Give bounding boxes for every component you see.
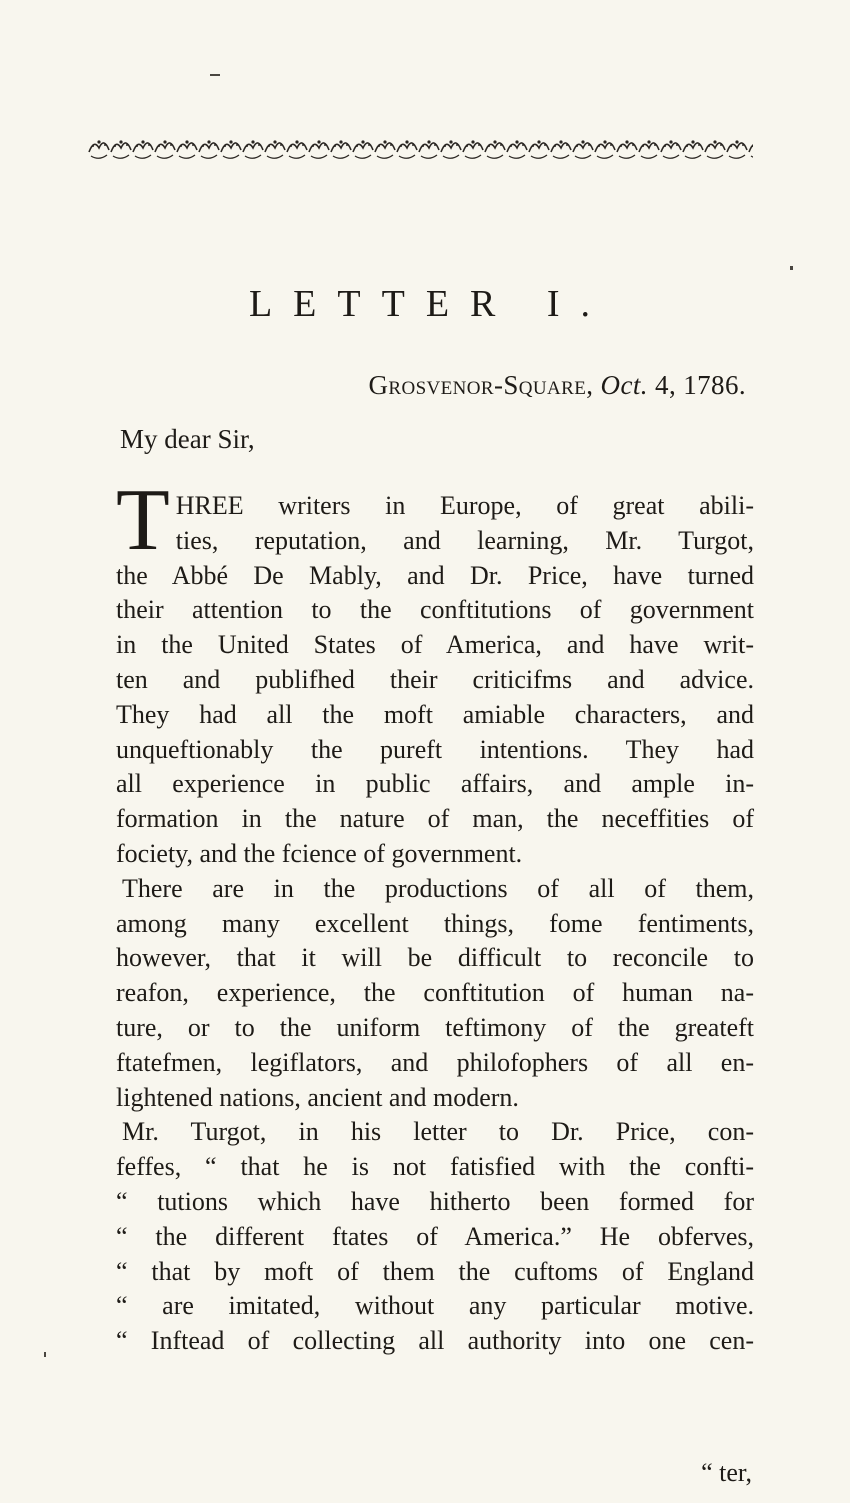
paragraph-2-line: among many excellent things, fome fentiments, <box>116 908 754 938</box>
paragraph-2-line: lightened nations, ancient and modern. <box>116 1082 519 1112</box>
paragraph-2-line: ftatefmen, legiflators, and philofophers of all en- <box>116 1047 754 1077</box>
paragraph-1-line-1: THREE writers in Europe, of great abili- <box>116 472 754 569</box>
dateline-place: Grosvenor-Square, <box>368 370 594 400</box>
paragraph-3-line: “ that by moft of them the cuftoms of England <box>116 1256 754 1286</box>
paragraph-1-line: ten and publifhed their criticifms and advice. <box>116 664 754 694</box>
paragraph-1-line: ties, reputation, and learning, Mr. Turgot, <box>175 525 754 555</box>
paragraph-2-line: There are in the productions of all of them, <box>122 873 754 903</box>
paragraph-1-line: the Abbé De Mably, and Dr. Price, have turned <box>116 560 754 590</box>
paragraph-3-line: Mr. Turgot, in his letter to Dr. Price, con- <box>122 1117 754 1147</box>
paragraph-1-line: formation in the nature of man, the neceffities of <box>116 804 754 834</box>
drop-cap: T <box>116 472 170 569</box>
letter-heading: LETTER I. <box>248 283 612 325</box>
ink-speck <box>210 74 220 76</box>
letter-body <box>116 472 754 1359</box>
paragraph-3-line: “ tutions which have hitherto been formed for <box>116 1186 754 1216</box>
ink-speck <box>44 1352 46 1357</box>
paragraph-1-line: fociety, and the fcience of government. <box>116 838 523 868</box>
decorative-ornament-border <box>88 130 753 160</box>
paragraph-2-line: reafon, experience, the conftitution of human na- <box>116 978 754 1008</box>
dateline-month: Oct. <box>600 370 648 400</box>
salutation: My dear Sir, <box>120 424 255 454</box>
catchword: “ ter, <box>701 1458 752 1487</box>
paragraph-1-line: all experience in public affairs, and ample in- <box>116 769 754 799</box>
dateline-date: 4, 1786. <box>655 370 746 400</box>
ink-speck <box>790 266 793 270</box>
paragraph-3-line: “ the different ftates of America.” He obferves, <box>116 1221 754 1251</box>
paragraph-1-line: their attention to the conftitutions of government <box>116 595 754 625</box>
paragraph-3-line: “ Inftead of collecting all authority into one cen- <box>116 1326 754 1356</box>
paragraph-1-line: They had all the moft amiable characters, and <box>116 699 754 729</box>
paragraph-3-line: feffes, “ that he is not fatisfied with the confti- <box>116 1152 754 1182</box>
paragraph-1-line: unqueftionably the pureft intentions. They had <box>116 734 754 764</box>
paragraph-2-line: ture, or to the uniform teftimony of the greateft <box>116 1012 754 1042</box>
paragraph-2-line: however, that it will be difficult to reconcile to <box>116 943 754 973</box>
paragraph-3-line: “ are imitated, without any particular motive. <box>116 1291 754 1321</box>
paragraph-1-line: in the United States of America, and have writ- <box>116 630 754 660</box>
dateline <box>368 370 746 401</box>
